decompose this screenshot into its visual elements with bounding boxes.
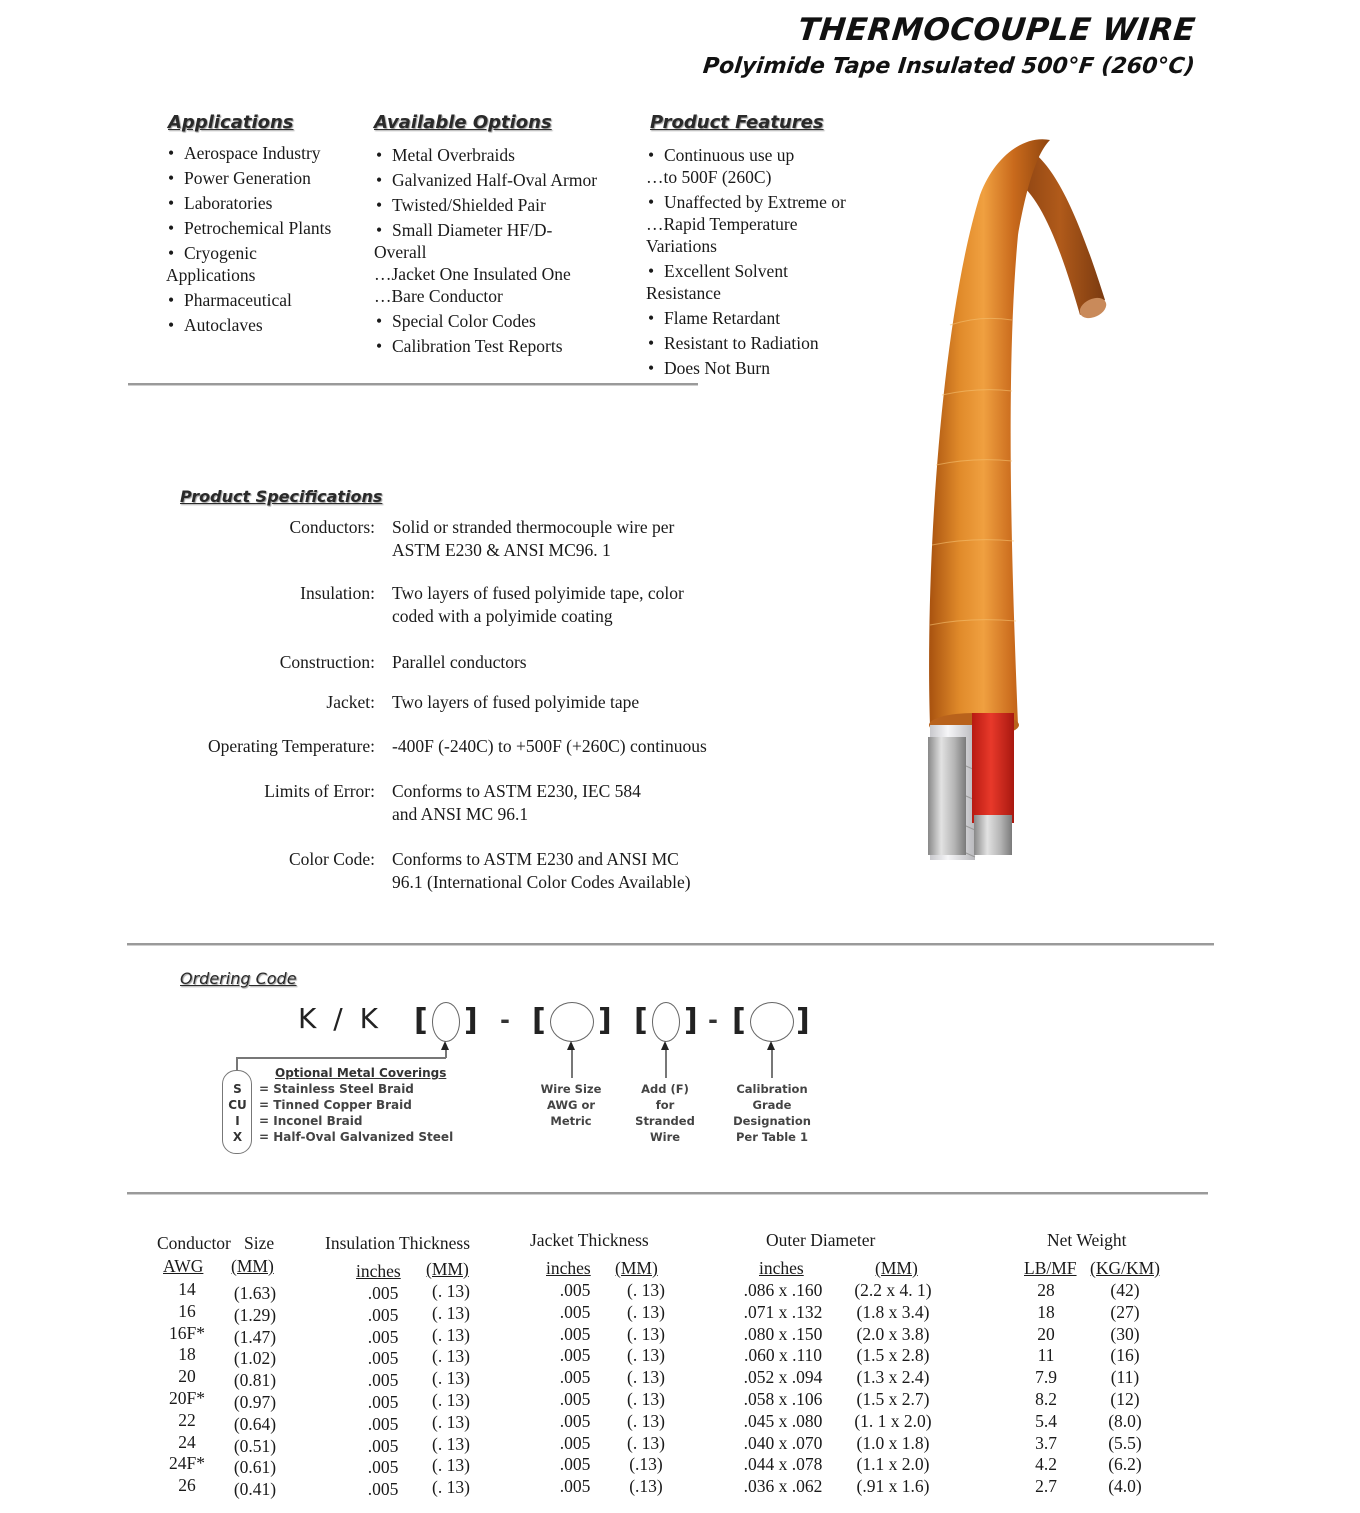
table-cell: .005 [367,1479,399,1500]
table-cell: 24 [178,1431,196,1452]
table-cell: .005 [367,1413,399,1434]
connector-line [665,1050,667,1078]
table-cell: 18 [178,1344,196,1365]
list-item: • Unaffected by Extreme or [646,191,846,213]
col-od-mm [845,1280,941,1498]
col-group-insulation: Insulation Thickness [325,1233,471,1253]
table-cell: .045 x .080 [743,1410,823,1431]
table-cell: .005 [559,1432,591,1453]
caption-line: Calibration [736,1082,808,1096]
spec-value [392,735,707,758]
col-lb-mf [1026,1280,1066,1498]
col-header-awg: AWG [163,1256,204,1276]
table-cell: .005 [559,1367,591,1388]
list-item: • Excellent Solvent [646,260,846,282]
connector-line [571,1050,573,1078]
col-ins-mm [424,1281,478,1499]
list-item: Applications [166,265,256,285]
table-cell: (1.5 x 2.7) [856,1388,930,1409]
table-cell: 20F* [169,1387,205,1408]
table-cell: .005 [367,1457,399,1478]
table-cell: .005 [559,1454,591,1475]
list-item: • Resistant to Radiation [646,332,846,354]
list-item: • Cryogenic [166,242,331,264]
specifications-heading: Product Specifications [180,487,383,506]
table-cell: .005 [559,1476,591,1497]
spec-value [392,780,641,826]
col-od-inches [733,1280,833,1498]
col-header-size-mm: (MM) [231,1256,274,1276]
table-cell: (. 13) [432,1281,470,1301]
table-cell: (1.3 x 2.4) [856,1367,930,1388]
table-cell: .058 x .106 [743,1388,823,1409]
open-bracket: [ [732,1003,746,1038]
list-item: • Special Color Codes [374,310,597,332]
col-size-mm [226,1283,284,1501]
applications-list [166,142,331,336]
col-header-kg-km: (KG/KM) [1090,1258,1160,1278]
table-cell: .005 [367,1304,399,1325]
col-header-jac-inches: inches [546,1258,591,1278]
metal-desc: = Tinned Copper Braid [259,1098,412,1112]
list-item: • Aerospace Industry [166,142,331,164]
table-cell: 22 [178,1409,196,1430]
table-cell: 20 [1037,1323,1055,1344]
col-header-ins-mm: (MM) [426,1259,469,1279]
spec-value-line: Two layers of fused polyimide tape [392,692,640,712]
metal-covering-slot [432,1002,460,1042]
table-cell: .005 [559,1388,591,1409]
table-cell: 16F* [169,1322,205,1343]
divider [127,943,1214,946]
col-jac-inches [550,1280,600,1498]
features-list [646,144,846,379]
table-cell: (0.81) [233,1370,277,1391]
table-cell: .005 [559,1301,591,1322]
caption-line: Grade [752,1098,792,1112]
spec-label: Jacket: [326,692,375,712]
metal-code: CU [228,1098,247,1112]
table-cell: .005 [559,1280,591,1300]
caption-line: Add (F) [641,1082,689,1096]
spec-value-line: -400F (-240C) to +500F (+260C) continuous [392,736,707,756]
col-header-jac-mm: (MM) [615,1258,658,1278]
features-heading: Product Features [650,112,824,133]
table-cell: (. 13) [627,1367,665,1388]
metal-coverings-title: Optional Metal Coverings [275,1066,447,1080]
metal-code-list [222,1081,253,1145]
table-cell: (. 13) [627,1410,665,1431]
spec-label: Limits of Error: [264,781,375,801]
table-cell: (12) [1110,1388,1140,1409]
wire-size-slot [550,1002,594,1042]
table-cell: (. 13) [432,1302,470,1323]
list-item: • Petrochemical Plants [166,217,331,239]
list-item: • Small Diameter HF/D- [374,219,597,241]
spec-value [392,651,527,674]
col-header-od-mm: (MM) [875,1258,918,1278]
table-cell: (.13) [629,1454,663,1475]
table-cell: (. 13) [432,1411,470,1432]
calibration-caption [724,1081,820,1145]
list-item: • Twisted/Shielded Pair [374,194,597,216]
list-item: • Autoclaves [166,314,331,336]
close-bracket: ] [796,1003,810,1038]
caption-line: Designation [733,1114,811,1128]
table-cell: 8.2 [1035,1388,1057,1409]
metal-code: S [233,1082,242,1096]
connector-line [236,1057,446,1059]
close-bracket: ] [598,1003,612,1038]
list-item: …Rapid Temperature [646,214,798,234]
arrow-up-icon [767,1041,775,1050]
table-cell: (42) [1110,1280,1140,1300]
table-cell: (6.2) [1108,1454,1142,1475]
metal-desc-list [259,1081,453,1145]
spec-value-line: coded with a polyimide coating [392,606,613,626]
table-cell: (2.2 x 4. 1) [854,1280,932,1300]
table-cell: 2.7 [1035,1476,1057,1497]
col-group-conductor: Conductor Size [157,1233,275,1253]
table-cell: 26 [178,1475,196,1496]
list-item: • Calibration Test Reports [374,335,597,357]
caption-line: AWG or [546,1098,596,1112]
table-cell: (5.5) [1108,1432,1142,1453]
table-cell: (8.0) [1108,1410,1142,1431]
metal-code: X [232,1130,243,1144]
table-cell: .080 x .150 [743,1323,823,1344]
thermocouple-wire-illustration [900,125,1140,870]
table-cell: .040 x .070 [743,1432,823,1453]
table-cell: (1. 1 x 2.0) [854,1410,932,1431]
col-awg [160,1279,214,1497]
options-list [374,144,597,357]
spec-label: Conductors: [289,517,375,537]
spec-value-line: ASTM E230 & ANSI MC96. 1 [392,540,611,560]
conductor-negative [974,815,1012,855]
table-cell: (.13) [629,1476,663,1497]
table-cell: (.91 x 1.6) [856,1476,930,1497]
table-cell: (4.0) [1108,1476,1142,1497]
table-cell: .005 [367,1326,399,1347]
table-cell: (. 13) [432,1389,470,1410]
caption-line: Wire Size [540,1082,602,1096]
table-cell: .005 [559,1410,591,1431]
caption-line: Stranded [635,1114,695,1128]
table-cell: 24F* [169,1453,205,1474]
divider [128,383,698,386]
table-cell: (. 13) [432,1477,470,1498]
table-cell: (1.63) [233,1283,277,1303]
open-bracket: [ [634,1003,648,1038]
open-bracket: [ [414,1003,428,1038]
table-cell: (. 13) [627,1345,665,1366]
table-cell: (1.47) [233,1326,277,1347]
table-cell: .060 x .110 [743,1345,823,1366]
list-item: Resistance [646,283,721,303]
table-cell: (. 13) [432,1368,470,1389]
table-cell: (. 13) [627,1432,665,1453]
table-cell: .005 [559,1345,591,1366]
table-cell: (0.97) [233,1391,277,1412]
wire-size-caption [531,1081,611,1129]
list-item: Variations [646,236,717,256]
spec-label: Insulation: [300,583,375,603]
list-item: • Power Generation [166,167,331,189]
list-item: • Laboratories [166,192,331,214]
col-jac-mm [618,1280,674,1498]
table-cell: .036 x .062 [743,1476,823,1497]
metal-code: I [235,1114,240,1128]
table-cell: (0.64) [233,1413,277,1434]
table-cell: (1.29) [233,1304,277,1325]
applications-heading: Applications [168,112,294,133]
col-header-ins-inches: inches [356,1261,401,1281]
spec-value [392,691,639,714]
spec-value [392,582,684,628]
table-cell: .005 [367,1348,399,1369]
conductor-positive [928,737,966,855]
spec-value-line: and ANSI MC 96.1 [392,804,529,824]
arrow-up-icon [441,1041,449,1050]
spec-value-line: Solid or stranded thermocouple wire per [392,517,675,537]
spec-label: Construction: [279,652,375,672]
calibration-slot [750,1002,794,1042]
table-cell: (. 13) [627,1388,665,1409]
arrow-up-icon [567,1041,575,1050]
table-cell: (1.0 x 1.8) [856,1432,930,1453]
table-cell: (. 13) [627,1323,665,1344]
list-item: …to 500F (260C) [646,167,772,187]
table-cell: .005 [367,1391,399,1412]
col-group-net-weight: Net Weight [1047,1230,1127,1250]
list-item: • Flame Retardant [646,307,846,329]
table-cell: .052 x .094 [743,1367,823,1388]
table-cell: (1.02) [233,1348,277,1369]
col-header-lb-mf: LB/MF [1024,1258,1077,1278]
list-item: • Galvanized Half-Oval Armor [374,169,597,191]
col-group-outer-diameter: Outer Diameter [766,1230,876,1250]
table-cell: 28 [1037,1280,1055,1300]
metal-desc: = Inconel Braid [259,1114,363,1128]
list-item: • Pharmaceutical [166,289,331,311]
table-cell: (11) [1110,1367,1140,1388]
jacket-body [929,139,1050,725]
table-cell: 14 [178,1279,196,1299]
table-cell: 11 [1037,1345,1055,1366]
metal-desc: = Half-Oval Galvanized Steel [259,1130,454,1144]
list-item: • Does Not Burn [646,357,846,379]
table-cell: .071 x .132 [743,1301,823,1322]
spec-label: Operating Temperature: [207,736,375,756]
spec-value [392,848,691,894]
table-cell: (30) [1110,1323,1140,1344]
options-heading: Available Options [374,112,552,133]
separator-dash: - [500,1006,510,1034]
table-cell: (1.1 x 2.0) [856,1454,930,1475]
table-cell: (0.61) [233,1457,277,1478]
table-cell: (27) [1110,1301,1140,1322]
table-cell: (1.8 x 3.4) [856,1301,930,1322]
table-cell: (16) [1110,1345,1140,1366]
table-cell: (. 13) [627,1280,665,1300]
page-subtitle: Polyimide Tape Insulated 500°F (260°C) [702,54,1197,79]
connector-line [236,1057,238,1071]
col-header-od-inches: inches [759,1258,804,1278]
stranded-caption [625,1081,705,1145]
table-cell: .005 [367,1370,399,1391]
table-cell: .005 [367,1435,399,1456]
spec-value-line: 96.1 (International Color Codes Available) [392,872,691,892]
table-cell: (. 13) [432,1346,470,1367]
table-cell: 16 [178,1300,196,1321]
table-cell: .044 x .078 [743,1454,823,1475]
table-cell: .005 [367,1283,399,1303]
table-cell: 7.9 [1035,1367,1057,1388]
table-cell: 3.7 [1035,1432,1057,1453]
page-title: THERMOCOUPLE WIRE [795,12,1197,48]
spec-value-line: Conforms to ASTM E230 and ANSI MC [392,849,679,869]
table-cell: 4.2 [1035,1454,1057,1475]
spec-value [392,516,674,562]
ordering-code-prefix: K / K [298,1002,382,1035]
list-item: • Metal Overbraids [374,144,597,166]
spec-value-line: Two layers of fused polyimide tape, color [392,583,684,603]
list-item: …Bare Conductor [374,286,503,306]
table-cell: 20 [178,1366,196,1387]
table-cell: (0.41) [233,1479,277,1500]
spec-value-line: Conforms to ASTM E230, IEC 584 [392,781,641,801]
table-cell: 5.4 [1035,1410,1057,1431]
red-insulation [972,713,1014,823]
table-cell: (2.0 x 3.8) [856,1323,930,1344]
open-bracket: [ [532,1003,546,1038]
close-bracket: ] [464,1003,478,1038]
caption-line: Metric [550,1114,592,1128]
list-item: • Continuous use up [646,144,846,166]
table-cell: (1.5 x 2.8) [856,1345,930,1366]
stranded-slot [652,1002,680,1042]
table-cell: .086 x .160 [743,1280,823,1300]
col-kg-km [1100,1280,1150,1498]
caption-line: Wire [649,1130,681,1144]
divider [127,1192,1208,1195]
table-cell: (. 13) [432,1433,470,1454]
col-ins-inches [360,1283,406,1501]
table-cell: (0.51) [233,1435,277,1456]
list-item: …Jacket One Insulated One [374,264,571,284]
list-item: Overall [374,242,427,262]
table-cell: (. 13) [627,1301,665,1322]
table-cell: .005 [559,1323,591,1344]
close-bracket: ] [684,1003,698,1038]
spec-label: Color Code: [288,849,375,869]
caption-line: for [655,1098,675,1112]
spec-value-line: Parallel conductors [392,652,527,672]
connector-line [771,1050,773,1078]
table-cell: (. 13) [432,1324,470,1345]
arrow-up-icon [661,1041,669,1050]
table-cell: (. 13) [432,1455,470,1476]
metal-desc: = Stainless Steel Braid [259,1082,414,1096]
col-group-jacket: Jacket Thickness [530,1230,649,1250]
ordering-code-heading: Ordering Code [180,969,297,988]
caption-line: Per Table 1 [735,1130,808,1144]
table-cell: 18 [1037,1301,1055,1322]
separator-dash: - [708,1006,718,1034]
